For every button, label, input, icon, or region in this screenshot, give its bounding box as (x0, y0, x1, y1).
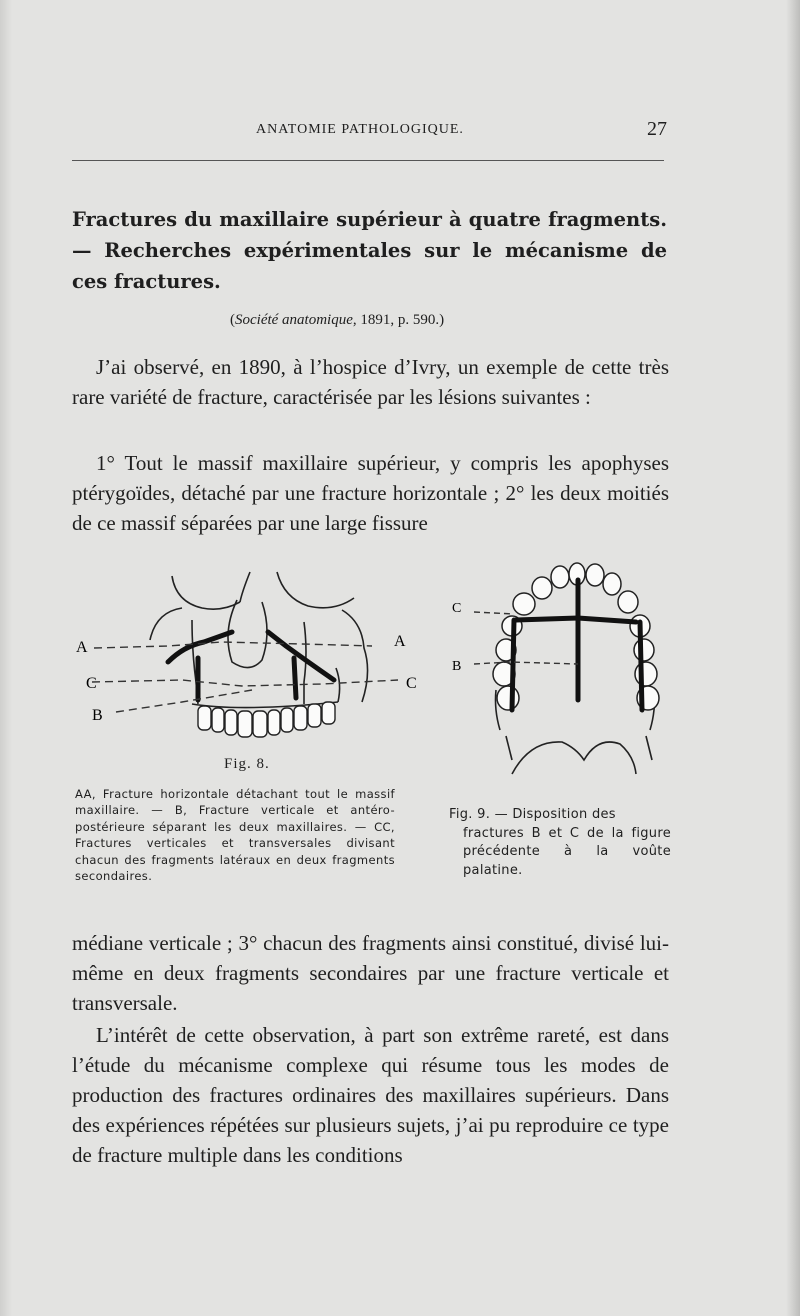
running-head: ANATOMIE PATHOLOGIQUE. (256, 122, 464, 137)
fig9-letter-b: B (452, 659, 462, 674)
fig9-letter-c: C (452, 601, 462, 616)
figure-9-caption (449, 806, 671, 880)
figure-9-caption-rest: fractures B et C de la figure précédente à la voûte palatine. (463, 825, 671, 878)
citation-journal: Société anatomique (235, 312, 353, 328)
citation (230, 312, 444, 329)
figure-9-caption-line1: Fig. 9. — Disposition des (449, 807, 616, 822)
page-number: 27 (647, 118, 667, 140)
header-rule (72, 160, 664, 161)
article-title: Fractures du maxillaire supérieur à quatre fragments. — Recherches expérimentales sur le mécanisme de ces fractures. (72, 208, 667, 293)
fig8-letter-b: B (92, 707, 103, 724)
figure-8-maxilla-diagram (72, 562, 424, 774)
figure-8-label: Fig. 8. (224, 756, 270, 772)
fig8-letter-a-left: A (76, 639, 88, 656)
paragraph-2: 1° Tout le massif maxillaire supérieur, y compris les apophyses ptérygoïdes, détaché par une fracture horizontale ; 2° les deux moitiés de ce massif séparées par une large fissure (72, 451, 669, 535)
citation-details: , 1891, p. 590.) (352, 312, 445, 328)
citation-open: ( (230, 312, 235, 328)
fig8-letter-c-left: C (86, 675, 97, 692)
fig8-letter-a-right: A (394, 633, 406, 650)
page-edge (0, 0, 12, 1316)
paragraph-3: médiane verticale ; 3° chacun des fragments ainsi constitué, divisé lui-même en deux fragments secondaires par une fracture verticale et transversale. (72, 931, 669, 1015)
fig8-letter-c-right: C (406, 675, 417, 692)
page-edge (786, 0, 800, 1316)
figure-9-palate-diagram (450, 560, 672, 786)
figure-8-caption: AA, Fracture horizontale détachant tout le massif maxillaire. — B, Fracture verticale et antéro-postérieure séparant les deux maxillaires. — CC, Fractures verticales et transversales divisant chacun des fragments latéraux en deux fragments secondaires. (75, 787, 395, 884)
paragraph-4: L’intérêt de cette observation, à part son extrême rareté, est dans l’étude du mécanisme complexe qui résume tous les modes de production des fractures ordinaires des maxillaires supérieurs. Dans des expériences répétées sur plusieurs sujets, j’ai pu reproduire ce type de fracture multiple dans les conditions (72, 1023, 669, 1167)
paragraph-1: J’ai observé, en 1890, à l’hospice d’Ivry, un exemple de cette très rare variété de fracture, caractérisée par les lésions suivantes : (72, 355, 669, 409)
